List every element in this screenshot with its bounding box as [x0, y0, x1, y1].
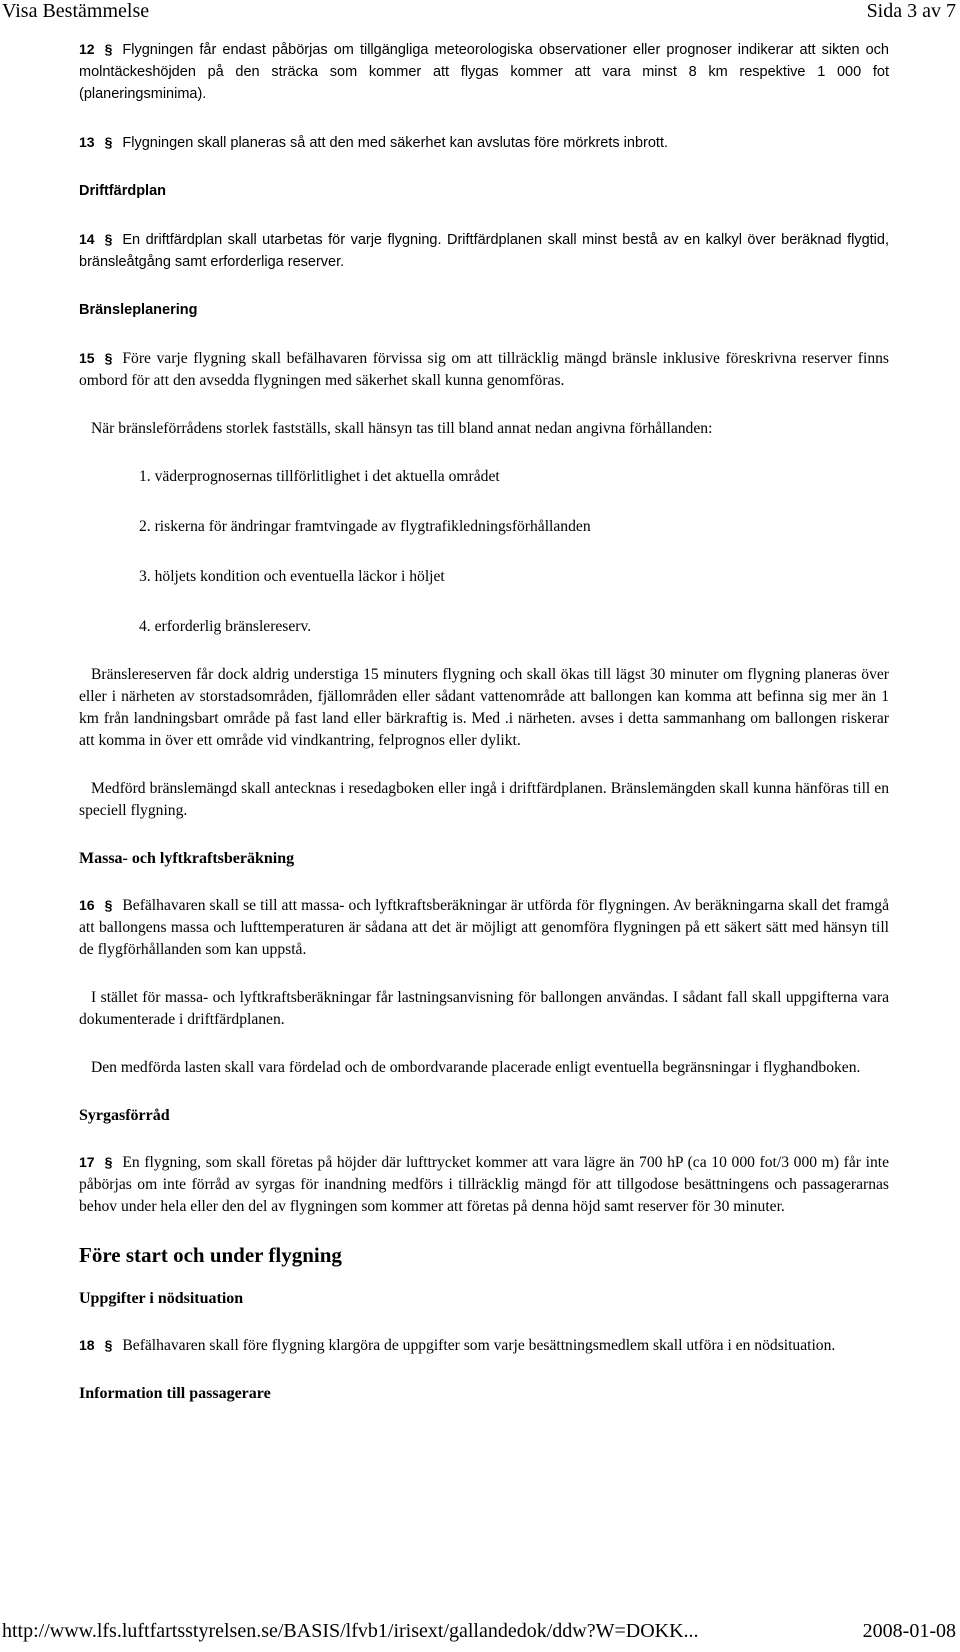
list-item: 1. väderprognosernas tillförlitlighet i det aktuella området [139, 468, 500, 485]
paragraph-number: 14 [79, 231, 95, 247]
paragraph-fuel-logbook: Medförd bränslemängd skall antecknas i resedagboken eller ingå i driftfärdplanen. Bränslemängden skall kunna hänföras till en speciell flygning. [79, 780, 889, 819]
section-icon: § [104, 1154, 113, 1170]
section-icon: § [104, 350, 113, 366]
document-title: Visa Bestämmelse [2, 0, 150, 22]
paragraph-16 [79, 894, 889, 961]
section-icon: § [104, 41, 113, 57]
page-footer [0, 1620, 960, 1650]
paragraph-fuel-reserve: Bränslereserven får dock aldrig understiga 15 minuters flygning och skall ökas till lägst 30 minuter om flygning planeras över eller i närheten av storstadsområden, fjällområden eller sådant vattenområde att ballongen kan komma att befinna sig mer än 1 km från landningsbart område på fast land eller bärkraftig is. Med .i närheten. avses i detta sammanhang om ballongen riskerar att komma in över ett område vid vindkantring, felprognos eller dylikt. [79, 666, 889, 749]
paragraph-16-load-distribution: Den medförda lasten skall vara fördelad och de ombordvarande placerade enligt eventuella begränsningar i flyghandboken. [91, 1059, 861, 1076]
section-icon: § [104, 1337, 113, 1353]
footer-date: 2008-01-08 [862, 1620, 956, 1642]
footer-url[interactable]: http://www.lfs.luftfartsstyrelsen.se/BASIS/lfvb1/irisext/gallandedok/ddw?W=DOKK... [2, 1620, 699, 1642]
paragraph-13 [79, 131, 889, 154]
paragraph-16-loading: I stället för massa- och lyftkraftsberäkningar får lastningsanvisning för ballongen användas. I sådant fall skall uppgifterna vara dokumenterade i driftfärdplanen. [79, 989, 889, 1028]
paragraph-text: En driftfärdplan skall utarbetas för varje flygning. Driftfärdplanen skall minst bestå av en kalkyl över beräknad flygtid, bränsleåtgång samt erforderliga reserver. [79, 232, 889, 270]
paragraph-12 [79, 38, 889, 105]
heading-driftfardplan: Driftfärdplan [79, 183, 166, 199]
section-icon: § [104, 134, 113, 150]
paragraph-15-intro: När bränsleförrådens storlek fastställs, skall hänsyn tas till bland annat nedan angivna förhållanden: [91, 420, 713, 437]
section-icon: § [104, 231, 113, 247]
paragraph-text: En flygning, som skall företas på höjder där lufttrycket kommer att vara lägre än 700 hP (ca 10 000 fot/3 000 m) får inte påbörjas om inte förråd av syrgas för inandning medförs i tillräcklig mängd för att tillgodose besättningens och passagerarnas behov under hela eller den del av flygningen som kommer att företas på denna höjd samt reserver för 30 minuter. [79, 1154, 889, 1215]
heading-nodsituation: Uppgifter i nödsituation [79, 1290, 244, 1307]
paragraph-number: 12 [79, 41, 95, 57]
paragraph-number: 16 [79, 897, 95, 913]
heading-massa: Massa- och lyftkraftsberäkning [79, 850, 295, 867]
paragraph-number: 15 [79, 350, 95, 366]
paragraph-text: Befälhavaren skall före flygning klargöra de uppgifter som varje besättningsmedlem skall utföra i en nödsituation. [122, 1337, 836, 1354]
heading-fore-start: Före start och under flygning [79, 1243, 342, 1267]
paragraph-text: Befälhavaren skall se till att massa- och lyftkraftsberäkningar är utförda för flygningen. Av beräkningarna skall det framgå att ballongens massa och lufttemperaturen är sådana att det är möjligt att genomföra flygningen på ett säkert sätt med hänsyn till de flygförhållanden som kan uppstå. [79, 897, 889, 958]
document-body [79, 38, 889, 1429]
paragraph-number: 18 [79, 1337, 95, 1353]
list-item: 2. riskerna för ändringar framtvingade av flygtrafikledningsförhållanden [139, 518, 591, 535]
paragraph-text: Flygningen skall planeras så att den med säkerhet kan avslutas före mörkrets inbrott. [122, 135, 669, 151]
paragraph-17 [79, 1151, 889, 1218]
paragraph-18 [79, 1334, 889, 1357]
paragraph-text: Flygningen får endast påbörjas om tillgängliga meteorologiska observationer eller prognoser indikerar att sikten och molntäckeshöjden på den sträcka som kommer att flygas kommer att vara minst 8 km respektive 1 000 fot (planeringsminima). [79, 42, 889, 102]
heading-information: Information till passagerare [79, 1385, 271, 1402]
paragraph-15 [79, 347, 889, 392]
fuel-considerations-list [139, 466, 889, 638]
heading-bransleplanering: Bränsleplanering [79, 302, 198, 318]
section-icon: § [104, 897, 113, 913]
page-indicator: Sida 3 av 7 [866, 0, 956, 22]
paragraph-number: 13 [79, 134, 95, 150]
paragraph-14 [79, 228, 889, 273]
list-item: 3. höljets kondition och eventuella läckor i höljet [139, 568, 445, 585]
paragraph-text: Före varje flygning skall befälhavaren förvissa sig om att tillräcklig mängd bränsle inklusive föreskrivna reserver finns ombord för att den avsedda flygningen med säkerhet skall kunna genomföras. [79, 350, 889, 389]
paragraph-number: 17 [79, 1154, 95, 1170]
page-header [0, 0, 960, 26]
list-item: 4. erforderlig bränslereserv. [139, 618, 312, 635]
heading-syrgas: Syrgasförråd [79, 1107, 170, 1124]
